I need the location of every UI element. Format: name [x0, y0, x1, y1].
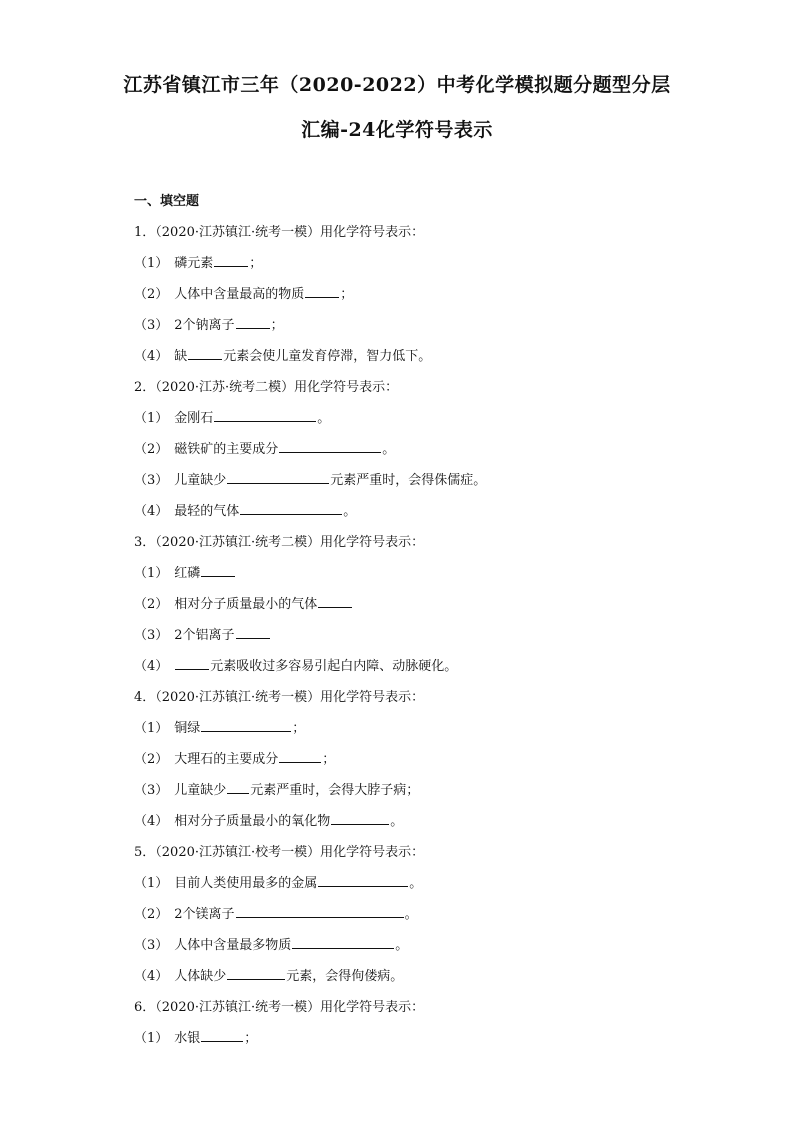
- sub-question-text: 2个镁离子: [174, 907, 235, 922]
- sub-question-suffix: 。: [390, 814, 404, 829]
- document-title-line-2: 汇编-24化学符号表示: [301, 119, 493, 141]
- sub-question: [134, 310, 694, 341]
- sub-question-number: （3）: [134, 938, 169, 953]
- sub-question-suffix: 元素，会得佝偻病。: [286, 969, 404, 984]
- sub-question-number: （3）: [134, 318, 169, 333]
- sub-question-number: （4）: [134, 349, 169, 364]
- sub-question-suffix: 。: [404, 907, 418, 922]
- sub-question: [134, 713, 694, 744]
- answer-blank[interactable]: [331, 811, 389, 825]
- sub-question-suffix: ；: [249, 256, 263, 271]
- sub-question-number: （2）: [134, 907, 169, 922]
- question-list: [134, 186, 694, 1054]
- sub-question-text: 2个钠离子: [174, 318, 235, 333]
- sub-question-suffix: ；: [244, 1031, 258, 1046]
- sub-question-number: （2）: [134, 597, 169, 612]
- sub-question-text: 人体中含量最高的物质: [174, 287, 305, 302]
- answer-blank[interactable]: [318, 594, 352, 608]
- sub-question-text: 相对分子质量最小的氧化物: [174, 814, 331, 829]
- answer-blank[interactable]: [305, 284, 339, 298]
- sub-question: [134, 341, 694, 372]
- sub-question-suffix: ；: [270, 318, 284, 333]
- sub-question-suffix: 元素严重时，会得大脖子病；: [250, 783, 420, 798]
- sub-question-suffix: 。: [409, 876, 423, 891]
- answer-blank[interactable]: [240, 501, 342, 515]
- sub-question-suffix: ；: [322, 752, 336, 767]
- question-heading: 3．（2020·江苏镇江·统考二模）用化学符号表示：: [134, 535, 425, 550]
- answer-blank[interactable]: [279, 439, 381, 453]
- sub-question-number: （3）: [134, 473, 169, 488]
- sub-question-text: 人体缺少: [174, 969, 227, 984]
- sub-question-suffix: 元素吸收过多容易引起白内障、动脉硬化。: [210, 659, 458, 674]
- sub-question-suffix: 。: [343, 504, 357, 519]
- sub-question-text: 铜绿: [174, 721, 201, 736]
- sub-question: [134, 806, 694, 837]
- sub-question-text: 大理石的主要成分: [174, 752, 279, 767]
- sub-question-number: （1）: [134, 721, 169, 736]
- sub-question: [134, 868, 694, 899]
- sub-question: [134, 930, 694, 961]
- sub-question: [134, 279, 694, 310]
- sub-question-text: 金刚石: [174, 411, 214, 426]
- section-heading: 一、填空题: [134, 194, 200, 209]
- sub-question: [134, 1023, 694, 1054]
- document-title-line-1: 江苏省镇江市三年（2020-2022）中考化学模拟题分题型分层: [123, 74, 671, 96]
- question-heading: 2．（2020·江苏·统考二模）用化学符号表示：: [134, 380, 399, 395]
- sub-question-text: 磷元素: [174, 256, 214, 271]
- sub-question-number: （3）: [134, 628, 169, 643]
- sub-question-suffix: 。: [395, 938, 409, 953]
- sub-question: [134, 589, 694, 620]
- sub-question: [134, 558, 694, 589]
- sub-question-number: （1）: [134, 566, 169, 581]
- sub-question-number: （2）: [134, 752, 169, 767]
- sub-question: [134, 775, 694, 806]
- sub-question-text: 儿童缺少: [174, 473, 227, 488]
- sub-question-suffix: ；: [292, 721, 306, 736]
- answer-blank[interactable]: [175, 656, 209, 670]
- sub-question-text: 目前人类使用最多的金属: [174, 876, 318, 891]
- sub-question: [134, 465, 694, 496]
- sub-question-suffix: ；: [340, 287, 354, 302]
- sub-question-text: 红磷: [174, 566, 201, 581]
- sub-question-number: （1）: [134, 876, 169, 891]
- answer-blank[interactable]: [201, 718, 291, 732]
- answer-blank[interactable]: [201, 563, 235, 577]
- answer-blank[interactable]: [227, 966, 285, 980]
- sub-question-text: 儿童缺少: [174, 783, 227, 798]
- sub-question: [134, 899, 694, 930]
- answer-blank[interactable]: [201, 1028, 243, 1042]
- sub-question-text: 人体中含量最多物质: [174, 938, 292, 953]
- sub-question-number: （2）: [134, 442, 169, 457]
- answer-blank[interactable]: [227, 780, 249, 794]
- sub-question: [134, 403, 694, 434]
- sub-question-suffix: 。: [382, 442, 396, 457]
- answer-blank[interactable]: [188, 346, 222, 360]
- sub-question-text: 最轻的气体: [174, 504, 240, 519]
- answer-blank[interactable]: [236, 315, 270, 329]
- sub-question-text: 2个铝离子: [174, 628, 235, 643]
- answer-blank[interactable]: [292, 935, 394, 949]
- sub-question-suffix: 元素严重时，会得侏儒症。: [330, 473, 487, 488]
- answer-blank[interactable]: [236, 904, 404, 918]
- question-heading: 1．（2020·江苏镇江·统考一模）用化学符号表示：: [134, 225, 425, 240]
- answer-blank[interactable]: [214, 408, 316, 422]
- sub-question-number: （1）: [134, 411, 169, 426]
- sub-question: [134, 248, 694, 279]
- sub-question: [134, 961, 694, 992]
- question-heading: 6．（2020·江苏镇江·统考一模）用化学符号表示：: [134, 1000, 425, 1015]
- answer-blank[interactable]: [318, 873, 408, 887]
- sub-question-text: 水银: [174, 1031, 201, 1046]
- sub-question-text: 磁铁矿的主要成分: [174, 442, 279, 457]
- sub-question-suffix: 元素会使儿童发育停滞，智力低下。: [223, 349, 432, 364]
- answer-blank[interactable]: [227, 470, 329, 484]
- sub-question-number: （4）: [134, 814, 169, 829]
- sub-question: [134, 496, 694, 527]
- sub-question-number: （1）: [134, 1031, 169, 1046]
- sub-question: [134, 651, 694, 682]
- sub-question-suffix: 。: [317, 411, 331, 426]
- sub-question-text: 相对分子质量最小的气体: [174, 597, 318, 612]
- answer-blank[interactable]: [279, 749, 321, 763]
- sub-question: [134, 620, 694, 651]
- question-heading: 5．（2020·江苏镇江·校考一模）用化学符号表示：: [134, 845, 425, 860]
- answer-blank[interactable]: [214, 253, 248, 267]
- sub-question-number: （3）: [134, 783, 169, 798]
- sub-question-number: （1）: [134, 256, 169, 271]
- sub-question-text: 缺: [174, 349, 188, 364]
- sub-question-number: （2）: [134, 287, 169, 302]
- sub-question-number: （4）: [134, 504, 169, 519]
- question-heading: 4．（2020·江苏镇江·统考一模）用化学符号表示：: [134, 690, 425, 705]
- sub-question: [134, 434, 694, 465]
- sub-question: [134, 744, 694, 775]
- answer-blank[interactable]: [236, 625, 270, 639]
- sub-question-number: （4）: [134, 969, 169, 984]
- sub-question-number: （4）: [134, 659, 169, 674]
